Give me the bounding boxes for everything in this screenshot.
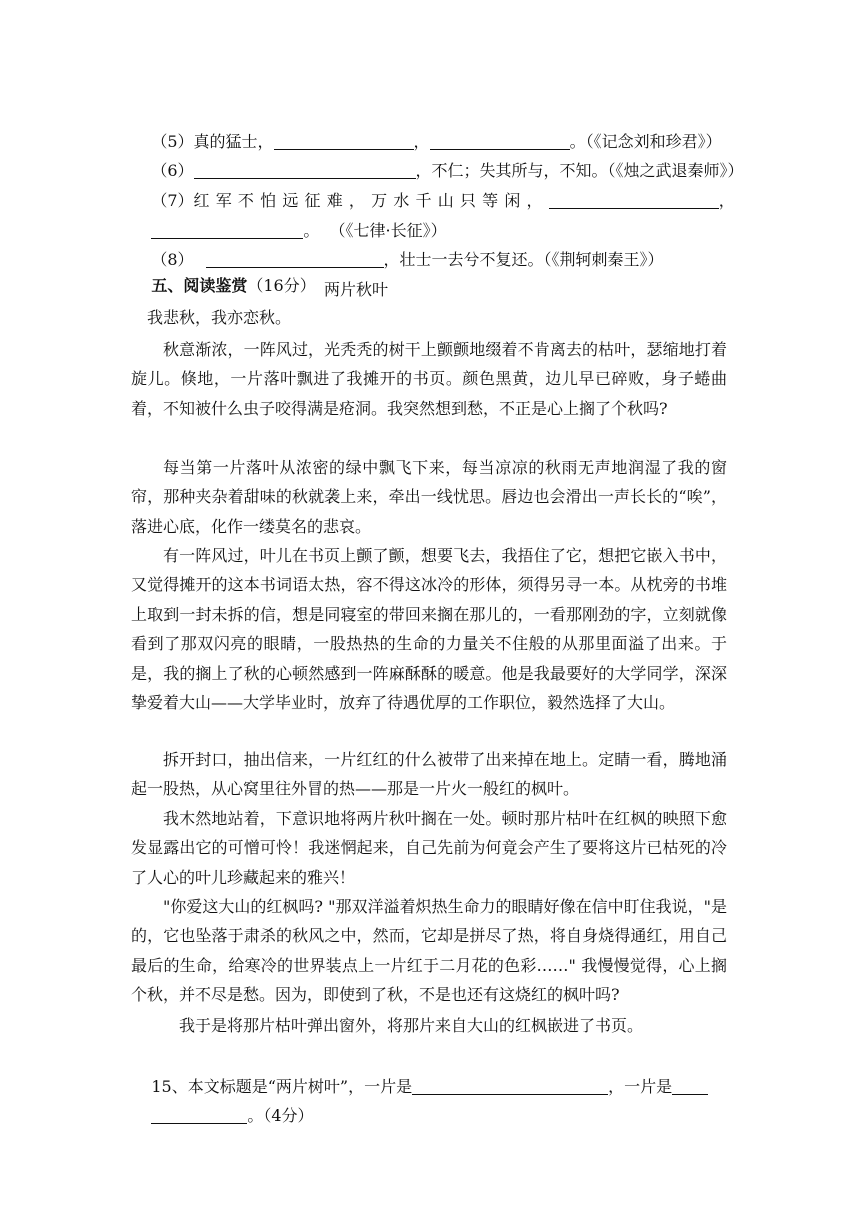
quote-source: ，壮士一去兮不复还。（《荆轲刺秦王》）: [383, 250, 664, 269]
quote-source: 。（《记念刘和珍君》）: [569, 132, 722, 151]
article-paragraph: 我于是将那片枯叶弹出窗外，将那片来自大山的红枫嵌进了书页。: [179, 1016, 644, 1035]
blank-field[interactable]: [549, 192, 719, 209]
article-lead: 我悲秋，我亦恋秋。: [147, 308, 292, 327]
question-text: 15、本文标题是“两片树叶”，一片是: [151, 1077, 413, 1096]
quote-number: （7）: [151, 191, 194, 210]
answer-blank[interactable]: [412, 1078, 608, 1095]
quote-text: 红军不怕远征难，万水千山只等闲，: [193, 191, 549, 210]
answer-blank[interactable]: [672, 1078, 708, 1095]
quote-number: （5）: [151, 132, 194, 151]
section-score: （16分）: [247, 276, 316, 295]
quote-text: 真的猛士，: [193, 132, 274, 151]
article-paragraph: 有一阵风过，叶儿在书页上颤了颤，想要飞去，我捂住了它，想把它嵌入书中，又觉得摊开的这本书词语太热，容不得这冰冷的形体，须得另寻一本。从枕旁的书堆上取到一封未拆的信，想是同寝室的带回来搁在那儿的，一看那刚劲的字，立刻就像看到了那双闪亮的眼睛，一股热热的生命的力量关不住般的从那里面溢了出来。于是，我的搁上了秋的心顿然感到一阵麻酥酥的暖意。他是我最要好的大学同学，深深挚爱着大山——大学毕业时，放弃了待遇优厚的工作职位，毅然选择了大山。: [131, 546, 727, 713]
question-15-cont: [131, 1086, 314, 1146]
article-paragraph: 每当第一片落叶从浓密的绿中飘飞下来，每当凉凉的秋雨无声地润湿了我的窗帘，那种夹杂着甜味的秋就袭上来，牵出一线忧思。唇边也会滑出一声长长的“唉”，落进心底，化作一缕莫名的悲哀。: [131, 458, 727, 536]
article-paragraph: 秋意渐浓，一阵风过，光秃秃的树干上颤颤地缀着不肯离去的枯叶，瑟缩地打着旋儿。倏地，一片落叶飘进了我摊开的书页。颜色黑黄，边儿早已碎败，身子蜷曲着，不知被什么虫子咬得满是疮洞。我突然想到愁，不正是心上搁了个秋吗?: [131, 340, 727, 418]
quote-text: ，: [413, 132, 430, 151]
quote-text: ，: [718, 191, 735, 210]
question-score: 。（4分）: [247, 1106, 314, 1125]
article-title: 两片秋叶: [324, 280, 389, 299]
article-paragraph: 我木然地站着，下意识地将两片秋叶搁在一处。顿时那片枯叶在红枫的映照下愈发显露出它的可憎可怜！我迷惘起来，自己先前为何竟会产生了要将这片已枯死的冷了人心的叶儿珍藏起来的雅兴！: [131, 809, 727, 887]
article-paragraph: "你爱这大山的红枫吗? "那双洋溢着炽热生命力的眼睛好像在信中盯住我说，"是的，它也坠落于肃杀的秋风之中，然而，它却是拼尽了热，将自身烧得通红，用自己最后的生命，给寒冷的世界装点上一片红于二月花的色彩……" 我慢慢觉得，心上搁个秋，并不尽是愁。因为，即使到了秋，不是也还有这烧红的枫叶吗?: [131, 897, 727, 1005]
quote-number: （6）: [151, 161, 194, 180]
answer-blank[interactable]: [151, 1107, 247, 1124]
question-text: ，一片是: [608, 1077, 673, 1096]
section-title: 五、阅读鉴赏: [151, 276, 248, 295]
quote-source: ，不仁；失其所与，不知。（《烛之武退秦师》）: [415, 161, 744, 180]
quote-number: （8）: [151, 250, 194, 269]
section-heading: [131, 256, 316, 316]
article-paragraph: 拆开封口，抽出信来，一片红红的什么被带了出来掉在地上。定睛一看，腾地涌起一股热，从心窝里往外冒的热——那是一片火一般红的枫叶。: [131, 750, 727, 799]
quote-source: 。 （《七律·长征》）: [303, 221, 447, 240]
